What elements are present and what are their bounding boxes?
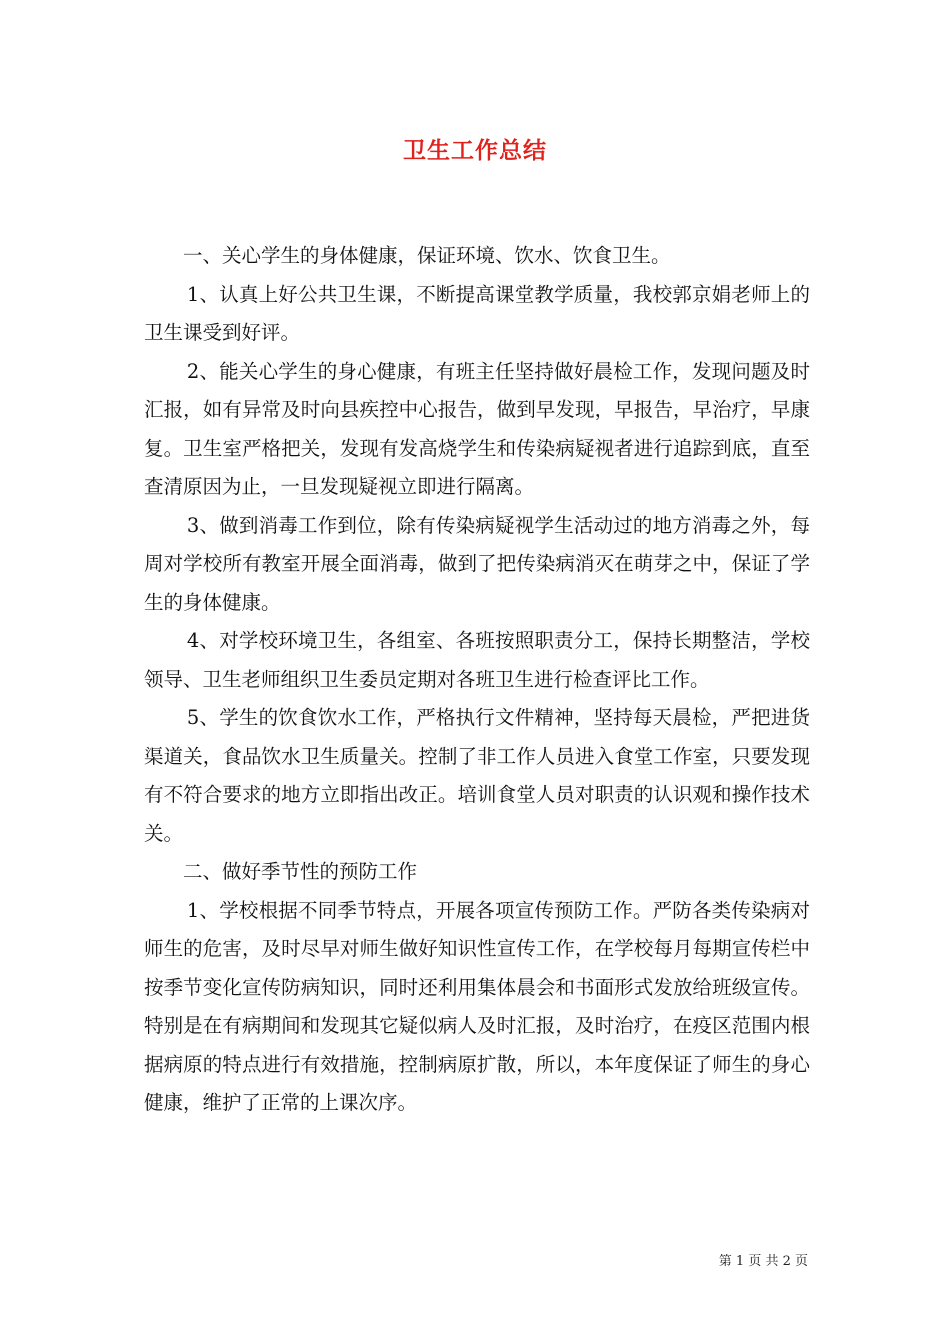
page-number-footer: 第 1 页 共 2 页	[718, 1254, 808, 1269]
section-heading-1: 一、关心学生的身体健康，保证环境、饮水、饮食卫生。	[183, 244, 671, 267]
document-title: 卫生工作总结	[403, 138, 547, 164]
paragraph: 1、认真上好公共卫生课，不断提高课堂教学质量，我校郭京娟老师上的卫生课受到好评。	[144, 282, 810, 344]
document-body	[144, 237, 810, 1123]
paragraph: 4、对学校环境卫生，各组室、各班按照职责分工，保持长期整洁，学校领导、卫生老师组织卫生委员定期对各班卫生进行检查评比工作。	[144, 629, 810, 691]
paragraph: 2、能关心学生的身心健康，有班主任坚持做好晨检工作，发现问题及时汇报，如有异常及时向县疾控中心报告，做到早发现，早报告，早治疗，早康复。卫生室严格把关，发现有发高烧学生和传染病疑视者进行追踪到底，直至查清原因为止，一旦发现疑视立即进行隔离。	[144, 359, 810, 498]
paragraph: 1、学校根据不同季节特点，开展各项宣传预防工作。严防各类传染病对师生的危害，及时尽早对师生做好知识性宣传工作，在学校每月每期宣传栏中按季节变化宣传防病知识，同时还利用集体晨会和书面形式发放给班级宣传。特别是在有病期间和发现其它疑似病人及时汇报，及时治疗，在疫区范围内根据病原的特点进行有效措施，控制病原扩散，所以，本年度保证了师生的身心健康，维护了正常的上课次序。	[144, 898, 810, 1114]
section-heading-2: 二、做好季节性的预防工作	[183, 860, 418, 883]
paragraph: 3、做到消毒工作到位，除有传染病疑视学生活动过的地方消毒之外，每周对学校所有教室开展全面消毒，做到了把传染病消灭在萌芽之中，保证了学生的身体健康。	[144, 513, 810, 614]
paragraph: 5、学生的饮食饮水工作，严格执行文件精神，坚持每天晨检，严把进货渠道关，食品饮水卫生质量关。控制了非工作人员进入食堂工作室，只要发现有不符合要求的地方立即指出改正。培训食堂人员对职责的认识观和操作技术关。	[144, 706, 810, 845]
